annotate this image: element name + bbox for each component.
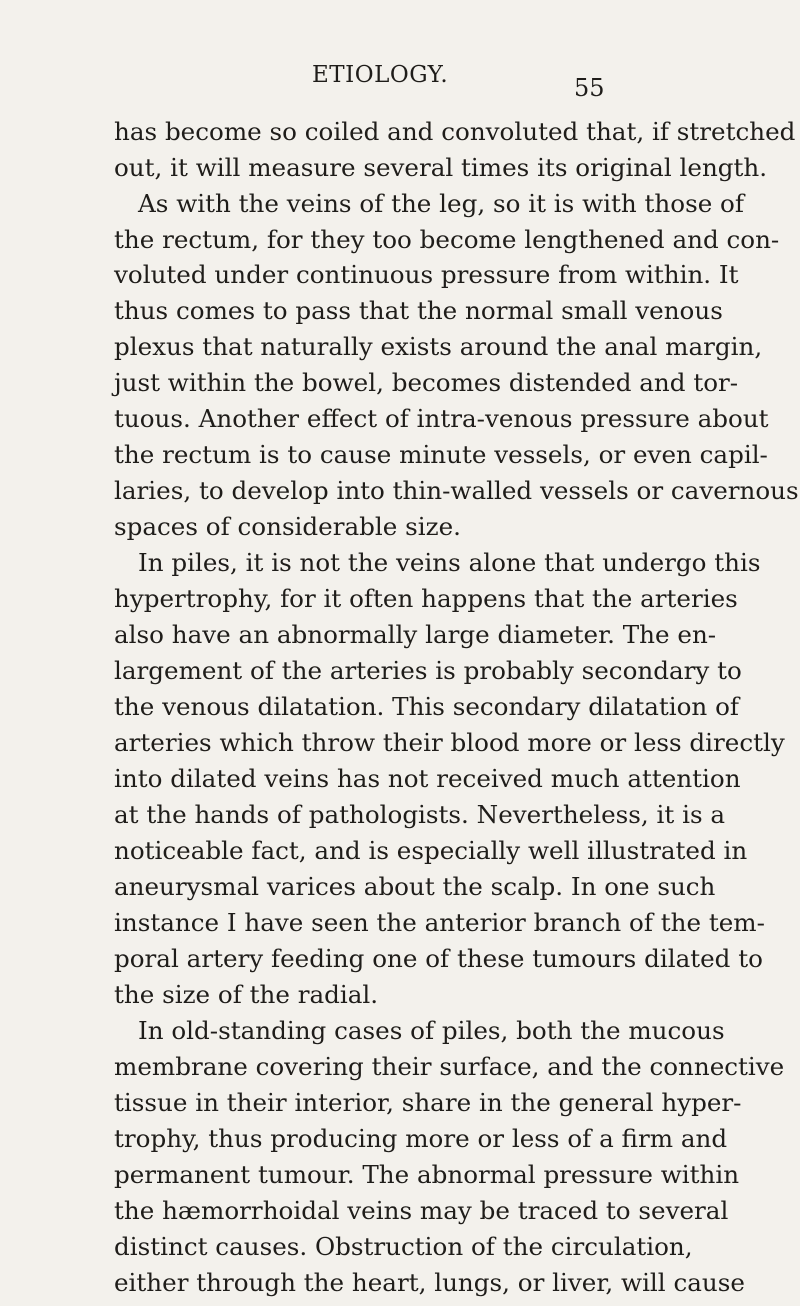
text-line: In old-standing cases of piles, both the mucous [138, 1016, 725, 1045]
text-line: the hæmorrhoidal veins may be traced to several [114, 1196, 729, 1225]
text-line: poral artery feeding one of these tumours dilated to [114, 944, 763, 973]
text-line: tissue in their interior, share in the general hyper- [114, 1088, 742, 1117]
text-line: into dilated veins has not received much attention [114, 764, 741, 793]
text-line: tuous. Another effect of intra-venous pressure about [114, 404, 769, 433]
text-line: permanent tumour. The abnormal pressure within [114, 1160, 740, 1189]
text-line: the rectum is to cause minute vessels, or even capil- [114, 440, 768, 469]
text-line: noticeable fact, and is especially well illustrated in [114, 836, 748, 865]
text-line: has become so coiled and convoluted that, if stretched [114, 117, 796, 146]
running-title: ETIOLOGY. [312, 62, 449, 88]
text-line: laries, to develop into thin-walled vessels or cavernous [114, 476, 799, 505]
text-line: hypertrophy, for it often happens that the arteries [114, 584, 738, 613]
text-line: voluted under continuous pressure from within. It [114, 260, 739, 289]
text-line: aneurysmal varices about the scalp. In one such [114, 872, 716, 901]
text-line: the size of the radial. [114, 980, 379, 1009]
text-line: In piles, it is not the veins alone that undergo this [138, 548, 761, 577]
text-line: also have an abnormally large diameter. The en- [114, 620, 717, 649]
text-line: trophy, thus producing more or less of a firm and [114, 1124, 728, 1153]
text-line: spaces of considerable size. [114, 512, 461, 541]
text-line: arteries which throw their blood more or less directly [114, 728, 785, 757]
text-line: at the hands of pathologists. Nevertheless, it is a [114, 800, 726, 829]
text-line: membrane covering their surface, and the connective [114, 1052, 785, 1081]
text-line: the rectum, for they too become lengthened and con- [114, 225, 780, 254]
text-line: plexus that naturally exists around the anal margin, [114, 332, 763, 361]
text-line: distinct causes. Obstruction of the circulation, [114, 1232, 693, 1261]
page-number: 55 [574, 74, 605, 102]
text-line: thus comes to pass that the normal small venous [114, 296, 723, 325]
text-line: the venous dilatation. This secondary dilatation of [114, 692, 740, 721]
text-line: As with the veins of the leg, so it is with those of [138, 189, 744, 218]
text-line: just within the bowel, becomes distended and tor- [114, 368, 739, 397]
text-line: instance I have seen the anterior branch of the tem- [114, 908, 765, 937]
text-line: out, it will measure several times its original length. [114, 153, 768, 182]
text-line: largement of the arteries is probably secondary to [114, 656, 742, 685]
text-line: either through the heart, lungs, or liver, will cause [114, 1268, 745, 1297]
